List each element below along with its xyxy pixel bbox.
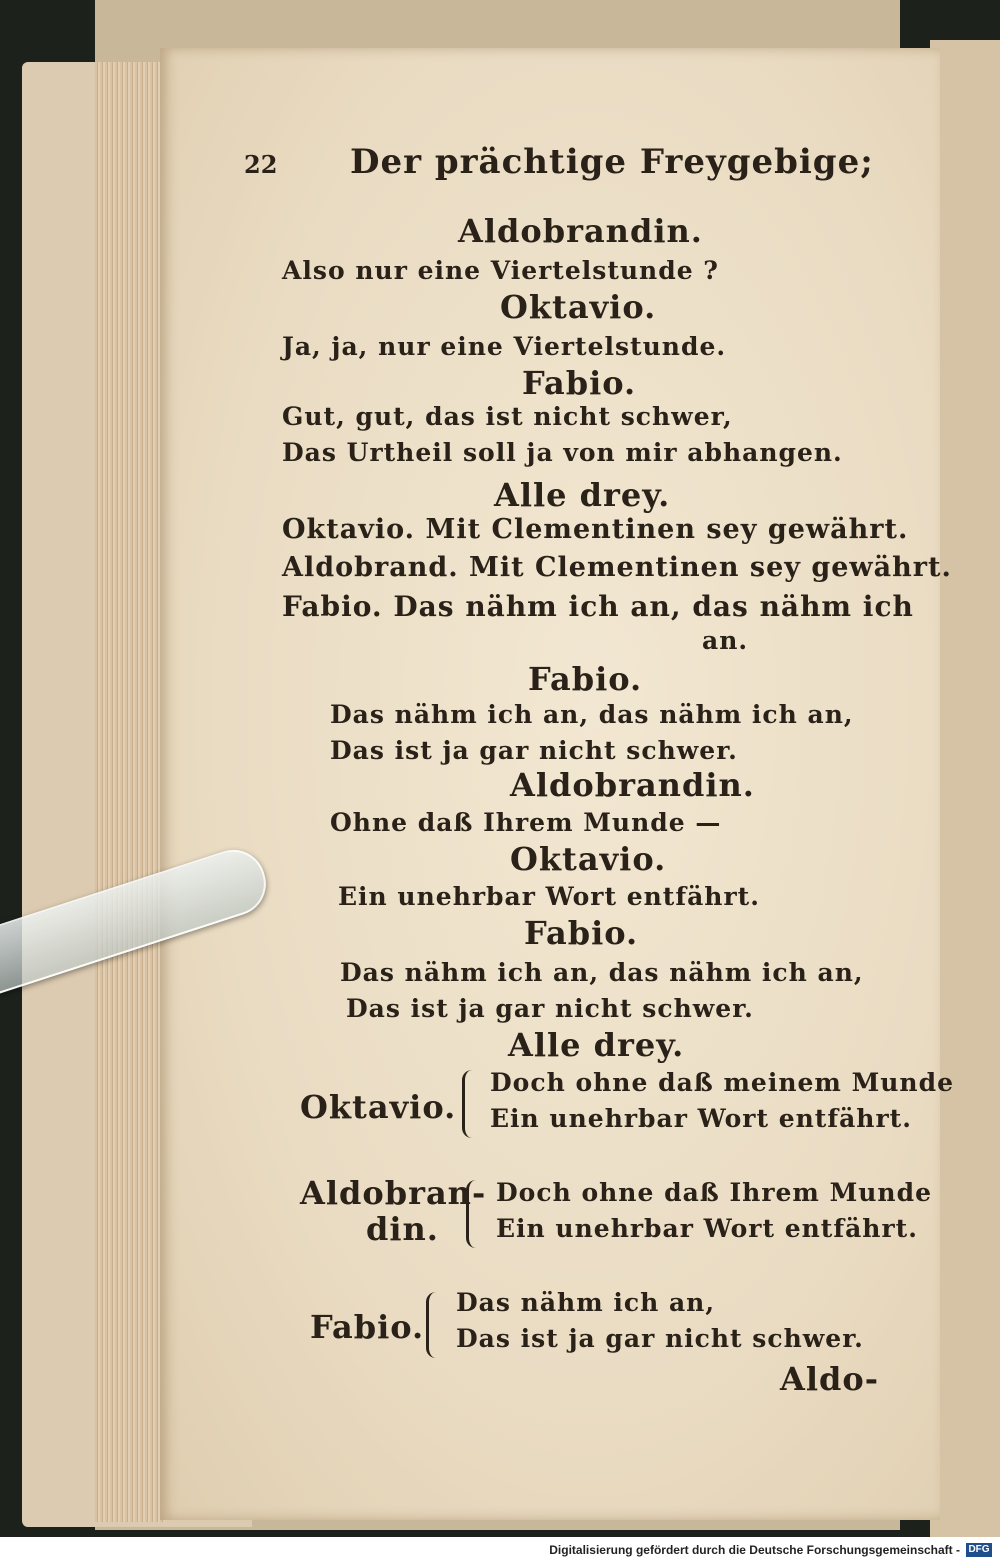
verse-line: Das nähm ich an, das nähm ich an, (330, 700, 854, 729)
page-edges (95, 62, 165, 1522)
right-gutter (930, 40, 1000, 1540)
verse-line: Fabio. Das nähm ich an, das nähm ich (282, 590, 914, 623)
page-number: 22 (244, 150, 278, 179)
verse-line: Das ist ja gar nicht schwer. (330, 736, 738, 765)
verse-line: Das Urtheil soll ja von mir abhangen. (282, 438, 843, 467)
footer-credit: Digitalisierung gefördert durch die Deutsche Forschungsgemeinschaft - (549, 1543, 960, 1557)
ensemble-speaker-aldobrandin: Aldobran- (300, 1174, 487, 1212)
speaker-oktavio: Oktavio. (510, 840, 667, 878)
catchword: Aldo- (780, 1360, 879, 1398)
brace-bracket (466, 1180, 479, 1248)
ensemble-line: Doch ohne daß Ihrem Munde (496, 1178, 932, 1207)
verse-line: Also nur eine Viertelstunde ? (282, 256, 719, 285)
verse-line: Gut, gut, das ist nicht schwer, (282, 402, 733, 431)
speaker-fabio: Fabio. (522, 364, 637, 402)
verse-line: Das nähm ich an, das nähm ich an, (340, 958, 864, 987)
brace-bracket (426, 1292, 439, 1358)
verse-line: Oktavio. Mit Clementinen sey gewährt. (282, 514, 909, 545)
book-page (160, 48, 954, 1520)
ensemble-speaker-aldobrandin-cont: din. (366, 1210, 439, 1248)
speaker-fabio: Fabio. (528, 660, 643, 698)
ensemble-speaker-oktavio: Oktavio. (300, 1088, 457, 1126)
verse-line: Das ist ja gar nicht schwer. (346, 994, 754, 1023)
speaker-fabio: Fabio. (524, 914, 639, 952)
speaker-oktavio: Oktavio. (500, 288, 657, 326)
ensemble-line: Ein unehrbar Wort entfährt. (496, 1214, 918, 1243)
speaker-aldobrandin: Aldobrandin. (458, 212, 703, 250)
verse-line: Ja, ja, nur eine Viertelstunde. (282, 332, 727, 361)
verse-line: Ohne daß Ihrem Munde — (330, 808, 722, 837)
verse-line-continuation: an. (702, 626, 749, 655)
speaker-aldobrandin: Aldobrandin. (510, 766, 755, 804)
ensemble-speaker-fabio: Fabio. (310, 1308, 425, 1346)
ensemble-line: Das nähm ich an, (456, 1288, 716, 1317)
dfg-logo-icon: DFG (966, 1543, 992, 1557)
running-title: Der prächtige Freygebige; (350, 142, 874, 182)
brace-bracket (462, 1070, 475, 1138)
speaker-alle-drey: Alle drey. (508, 1026, 685, 1064)
verse-line: Aldobrand. Mit Clementinen sey gewährt. (282, 552, 952, 583)
ensemble-line: Ein unehrbar Wort entfährt. (490, 1104, 912, 1133)
ensemble-line: Doch ohne daß meinem Munde (490, 1068, 954, 1097)
verse-line: Ein unehrbar Wort entfährt. (338, 882, 760, 911)
speaker-alle-drey: Alle drey. (494, 476, 671, 514)
ensemble-line: Das ist ja gar nicht schwer. (456, 1324, 864, 1353)
